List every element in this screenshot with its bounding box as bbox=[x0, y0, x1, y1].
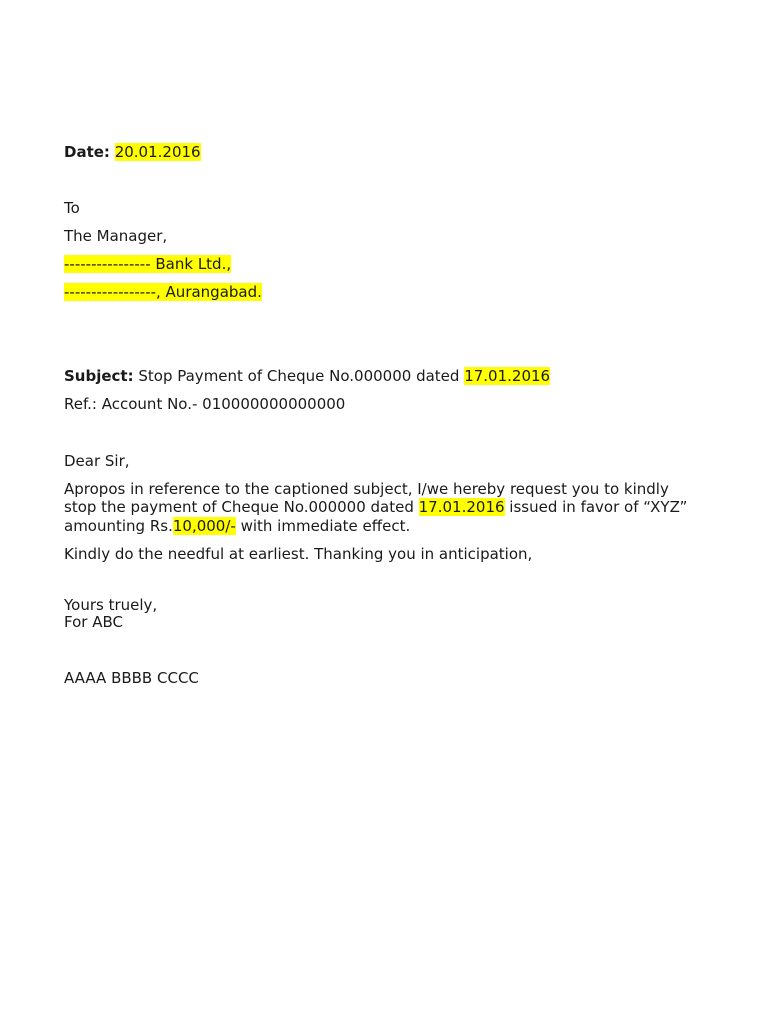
body-cheque-date: 17.01.2016 bbox=[418, 498, 505, 516]
reference-line: Ref.: Account No.- 010000000000000 bbox=[64, 395, 346, 413]
for-company: For ABC bbox=[64, 613, 123, 631]
body-line-3-start: amounting Rs. bbox=[64, 517, 173, 535]
body-amount: 10,000/- bbox=[172, 517, 236, 535]
branch-name: -----------------, Aurangabad. bbox=[64, 283, 262, 301]
body-line-3 bbox=[64, 517, 410, 536]
closing-request: Kindly do the needful at earliest. Thanking you in anticipation, bbox=[64, 545, 533, 563]
body-line-2 bbox=[64, 498, 687, 517]
bank-name: ---------------- Bank Ltd., bbox=[64, 255, 232, 273]
valediction: Yours truely, bbox=[64, 596, 158, 614]
subject-label: Subject: bbox=[64, 367, 134, 385]
subject-line bbox=[64, 367, 550, 386]
salutation: Dear Sir, bbox=[64, 452, 130, 470]
subject-text: Stop Payment of Cheque No.000000 dated bbox=[133, 367, 465, 385]
body-line-3-end: with immediate effect. bbox=[235, 517, 411, 535]
subject-date: 17.01.2016 bbox=[464, 367, 551, 385]
body-line-2-end: issued in favor of “XYZ” bbox=[504, 498, 688, 516]
body-line-1: Apropos in reference to the captioned subject, I/we hereby request you to kindly bbox=[64, 480, 669, 498]
date-line bbox=[64, 143, 201, 162]
signatory: AAAA BBBB CCCC bbox=[64, 669, 199, 687]
date-value: 20.01.2016 bbox=[114, 143, 201, 161]
body-line-2-start: stop the payment of Cheque No.000000 dated bbox=[64, 498, 419, 516]
branch-line bbox=[64, 283, 262, 302]
date-label: Date: bbox=[64, 143, 110, 161]
to-line: To bbox=[64, 199, 80, 217]
recipient-title: The Manager, bbox=[64, 227, 168, 245]
bank-line bbox=[64, 255, 231, 274]
